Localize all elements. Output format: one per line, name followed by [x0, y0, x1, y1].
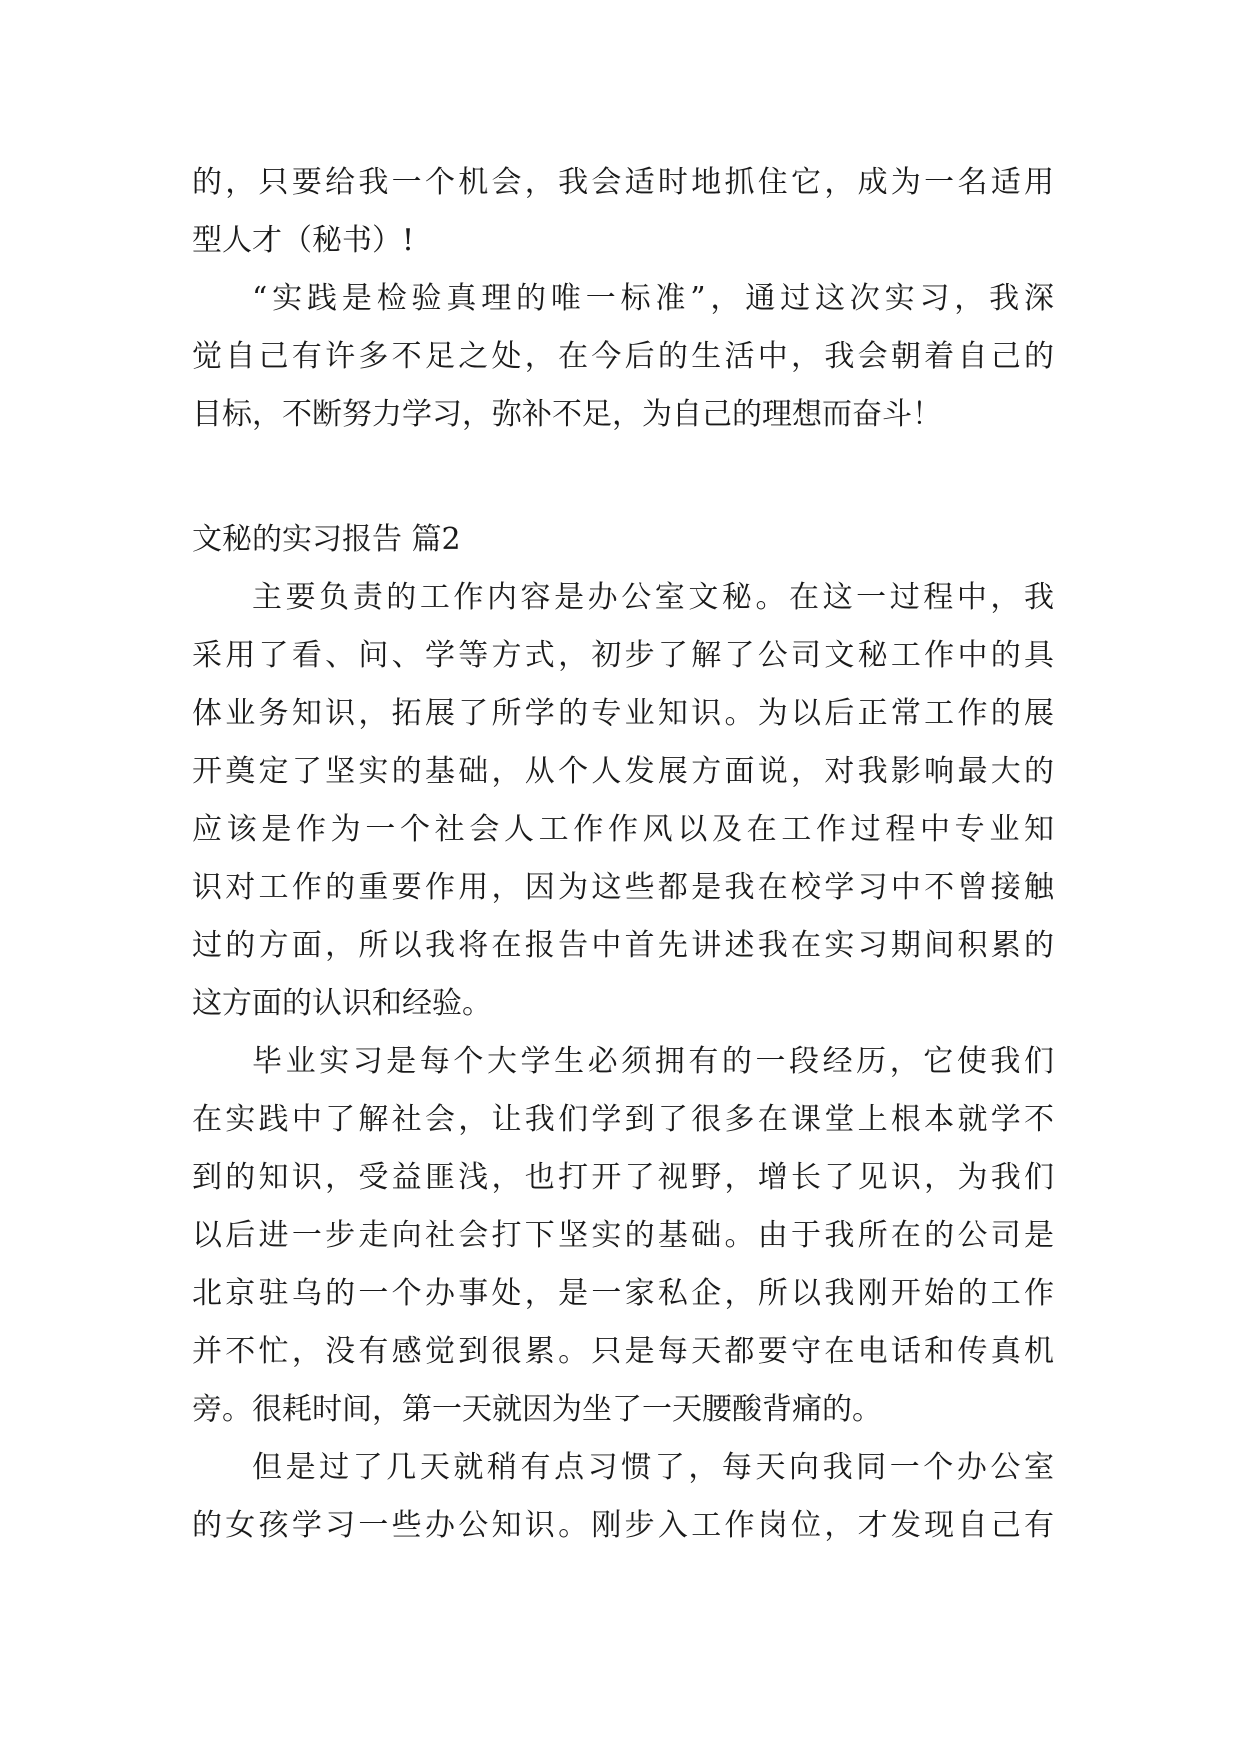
paragraph-3-line-4: 开奠定了坚实的基础，从个人发展方面说，对我影响最大的	[192, 754, 1054, 789]
paragraph-2-line-1: “实践是检验真理的唯一标准”，通过这次实习，我深	[252, 281, 1054, 316]
paragraph-3-line-2: 采用了看、问、学等方式，初步了解了公司文秘工作中的具	[192, 638, 1054, 673]
paragraph-4-line-1: 毕业实习是每个大学生必须拥有的一段经历，它使我们	[252, 1044, 1054, 1079]
paragraph-3-line-7: 过的方面，所以我将在报告中首先讲述我在实习期间积累的	[192, 928, 1054, 963]
paragraph-4-line-7: 旁。很耗时间，第一天就因为坐了一天腰酸背痛的。	[192, 1392, 882, 1427]
paragraph-4-line-4: 以后进一步走向社会打下坚实的基础。由于我所在的公司是	[192, 1218, 1054, 1253]
paragraph-5-line-2: 的女孩学习一些办公知识。刚步入工作岗位，才发现自己有	[192, 1508, 1054, 1543]
paragraph-3-line-8: 这方面的认识和经验。	[192, 986, 492, 1021]
paragraph-3-line-1: 主要负责的工作内容是办公室文秘。在这一过程中，我	[252, 580, 1054, 615]
paragraph-3-line-5: 应该是作为一个社会人工作作风以及在工作过程中专业知	[192, 812, 1054, 847]
paragraph-4-line-6: 并不忙，没有感觉到很累。只是每天都要守在电话和传真机	[192, 1334, 1054, 1369]
paragraph-2-line-2: 觉自己有许多不足之处，在今后的生活中，我会朝着自己的	[192, 339, 1054, 374]
paragraph-3-line-6: 识对工作的重要作用，因为这些都是我在校学习中不曾接触	[192, 870, 1054, 905]
paragraph-4-line-2: 在实践中了解社会，让我们学到了很多在课堂上根本就学不	[192, 1102, 1054, 1137]
paragraph-4-line-5: 北京驻乌的一个办事处，是一家私企，所以我刚开始的工作	[192, 1276, 1054, 1311]
paragraph-5-line-1: 但是过了几天就稍有点习惯了，每天向我同一个办公室	[252, 1450, 1054, 1485]
paragraph-1-line-2: 型人才（秘书）!	[192, 223, 415, 258]
paragraph-4-line-3: 到的知识，受益匪浅，也打开了视野，增长了见识，为我们	[192, 1160, 1054, 1195]
paragraph-2-line-3: 目标，不断努力学习，弥补不足，为自己的理想而奋斗！	[192, 397, 942, 432]
paragraph-1-line-1: 的，只要给我一个机会，我会适时地抓住它，成为一名适用	[192, 165, 1054, 200]
paragraph-3-line-3: 体业务知识，拓展了所学的专业知识。为以后正常工作的展	[192, 696, 1054, 731]
section-heading: 文秘的实习报告 篇2	[192, 522, 461, 557]
